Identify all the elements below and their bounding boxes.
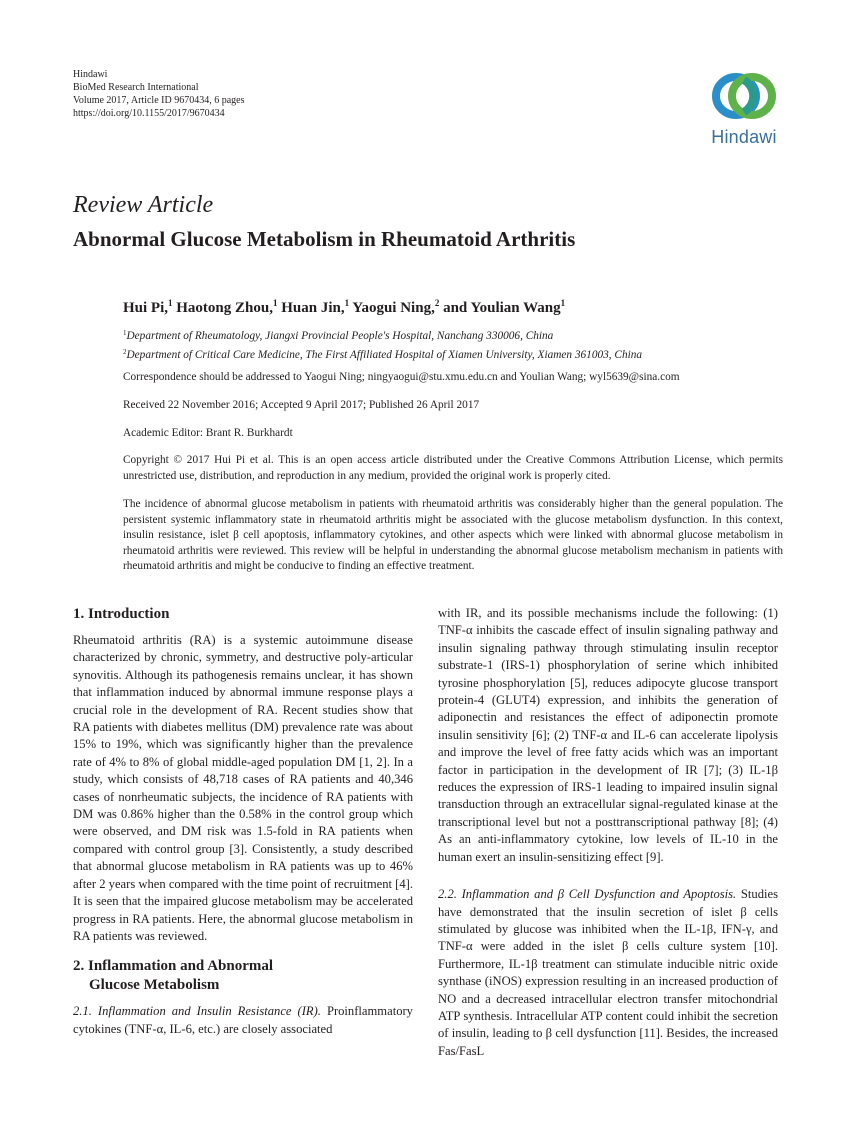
author-name: and Youlian Wang [443,300,561,316]
affiliation-1 [123,326,783,345]
author-name: Yaogui Ning, [352,300,435,316]
author-name: Haotong Zhou, [176,300,273,316]
body-text: Proinflammatory cytokines (TNF-α, IL-6, etc.) are closely associated [73,1004,413,1036]
right-column [438,605,778,1060]
publisher-name: Hindawi [73,69,108,80]
body-paragraph: with IR, and its possible mechanisms include the following: (1) TNF-α inhibits the cascade effect of insulin signaling pathway and insulin signaling pathway through stimulating insulin receptor substrate-1 (IRS-1) phosphorylation of serine which inhibited tyrosine phosphorylation [5], reduces adipocyte glucose transport protein-4 (GLUT4) expression, and inhibits the generation of adiponectin and resistances the effect of adiponectin promote insulin sensitivity [6]; (2) TNF-α and IL-6 can accelerate lipolysis and improve the level of free fatty acids which was an important factor in participation in the development of IR [7]; (3) IL-1β reduces the expression of IRS-1 leading to impaired insulin signal transduction through an extracellular signal-regulated kinase at the transcriptional level but not a posttranscriptional pathway [8]; (4) As an anti-inflammatory cytokine, low levels of IL-10 in the human exert an insulin-sensitizing effect [9]. [438,606,778,864]
section-heading [73,957,413,995]
body-paragraph: Rheumatoid arthritis (RA) is a systemic autoimmune disease characterized by chronic, symmetry, and destructive poly-articular synovitis. Although its pathogenesis remains unclear, it has shown that inflammation induced by abnormal immune response plays a crucial role in the development of RA. Recent studies show that RA patients with diabetes mellitus (DM) prevalence rate was about 15% to 19%, which was significantly higher than the prevalence rate of 4% to 8% of global middle-aged population DM [1, 2]. In a study, which consists of 48,718 cases of RA patients and 40,346 cases of nonrheumatic subjects, the incidence of RA patients with DM was 0.86% higher than the 0.58% in the control group which were observed, and DM risk was 1.5-fold in RA patients when compared with control group [3]. Consistently, a study described that abnormal glucose metabolism in RA patients was up to 46% after 2 years when compared with the time point of recruitment [4]. It is seen that the impaired glucose metabolism may be accelerated progress in RA patients. Here, the abnormal glucose metabolism in RA patients was reviewed. [73,633,413,943]
subsection-heading: 2.1. Inflammation and Insulin Resistance (IR). [73,1004,321,1019]
body-text: Studies have demonstrated that the insulin secretion of islet β cells stimulated by glucose was inhibited when the IL-1β, IFN-γ, and TNF-α were added in the islet β cells culture system [10]. Furthermore, IL-1β treatment can stimulate inducible nitric oxide synthase (iNOS) expression resulting in an increased production of NO and a decreased intracellular electron transfer mitochondrial ATP synthesis. Intracellular ATP content could inhibit the secretion of insulin, leading to β cell dysfunction [11]. Besides, the increased Fas/FasL [438,887,778,1058]
left-column [73,605,413,1038]
article-title: Abnormal Glucose Metabolism in Rheumatoid Arthritis [73,227,576,251]
section-heading-line: 2. Inflammation and Abnormal [73,958,274,975]
abstract: The incidence of abnormal glucose metabolism in patients with rheumatoid arthritis was considerably higher than the general population. The persistent systemic inflammatory state in rheumatoid arthritis might be associated with the glucose metabolism dysfunction. In this context, insulin resistance, islet β cell apoptosis, inflammatory cytokines, and other aspects which were linked with abnormal glucose metabolism in rheumatoid arthritis were reviewed. This review will be helpful in understanding the abnormal glucose metabolism mechanism in patients with rheumatoid arthritis and might be conducive to finding an effective treatment. [123,498,783,572]
hindawi-logo-icon [706,72,782,128]
affiliation-number: 2 [123,347,127,356]
author-affiliation-mark: 1 [168,298,173,308]
author-affiliation-mark: 1 [344,298,350,308]
body-paragraph [438,886,778,1060]
section-heading: 1. Introduction [73,606,170,622]
author-affiliation-mark: 1 [272,298,278,308]
journal-name: BioMed Research International [73,82,199,93]
subsection-heading: 2.2. Inflammation and β Cell Dysfunction and Apoptosis. [438,887,737,902]
article-type: Review Article [73,192,214,218]
author-name: Huan Jin, [281,300,345,316]
author-name: Hui Pi, [123,300,169,316]
journal-meta [73,68,244,120]
author-affiliation-mark: 1 [560,298,566,308]
body-paragraph [73,1003,413,1038]
affiliation-text: Department of Rheumatology, Jiangxi Provincial People's Hospital, Nanchang 330006, China [126,330,554,342]
logo-wordmark: Hindawi [711,127,777,147]
copyright-notice: Copyright © 2017 Hui Pi et al. This is an open access article distributed under the Creative Commons Attribution License, which permits unrestricted use, distribution, and reproduction in any medium, provided the original work is properly cited. [123,454,783,482]
affiliation-text: Department of Critical Care Medicine, The First Affiliated Hospital of Xiamen University, Xiamen 361003, China [126,348,643,361]
affiliation-number: 1 [123,329,127,337]
correspondence: Correspondence should be addressed to Yaogui Ning; ningyaogui@stu.xmu.edu.cn and Youlian Wang; wyl5639@sina.com [123,371,680,383]
doi-link[interactable]: https://doi.org/10.1155/2017/9670434 [73,108,225,119]
affiliations [123,326,783,363]
publication-dates: Received 22 November 2016; Accepted 9 April 2017; Published 26 April 2017 [123,399,480,411]
author-affiliation-mark: 2 [434,298,440,308]
author-list [123,292,565,319]
affiliation-2 [123,345,783,364]
volume-info: Volume 2017, Article ID 9670434, 6 pages [73,95,245,106]
academic-editor: Academic Editor: Brant R. Burkhardt [123,427,293,439]
hindawi-logo[interactable] [700,72,790,148]
section-heading-line: Glucose Metabolism [89,977,220,994]
